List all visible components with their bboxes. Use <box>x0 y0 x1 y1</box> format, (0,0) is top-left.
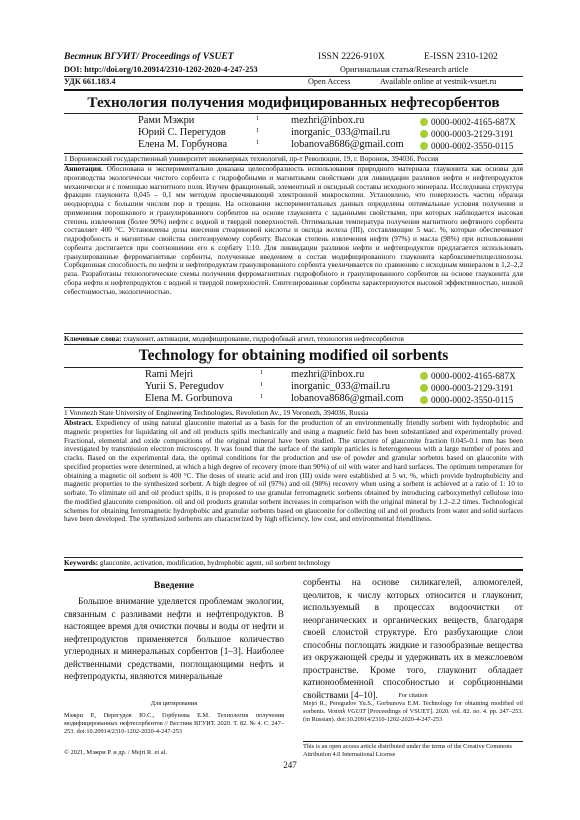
en-title-rule <box>64 367 523 368</box>
author-sup: 1 <box>256 127 260 134</box>
ru-keywords-rule <box>64 344 523 345</box>
ru-affiliation: 1 Воронежский государственный университет инженерных технологий, пр-т Революции, 19, г. Воронеж, 394036, Россия <box>64 154 439 163</box>
author-orcid[interactable]: 0000-0003-2129-3191 <box>420 382 514 394</box>
en-keywords <box>64 558 331 567</box>
orcid-icon <box>420 118 428 126</box>
udk: УДК 661.183.4 <box>64 77 116 86</box>
en-keywords-text: glauconite, activation, modification, hydrophobic agent, oil sorbent technology <box>99 558 331 567</box>
ru-abstract-label: Аннотация. <box>64 164 103 173</box>
en-title: Technology for obtaining modified oil sorbents <box>138 347 449 364</box>
section-heading: Введение <box>153 580 195 591</box>
citation-ru-label: Для цитирования <box>150 700 198 707</box>
author-name: Yurii S. Peregudov <box>145 381 224 392</box>
citation-en-label: For citation <box>398 692 428 699</box>
body-left-column: Большое внимание уделяется проблемам экологии, связанным с разливами нефти и нефтепродуктов. В настоящее время для очистки почвы и воды от нефти и нефтепродуктов применяется большое количество углеродных и минеральных сорбентов [1–3]. Наиболее действенными средствами, поглощающими нефть и нефтепродукты, являются минеральные <box>64 597 284 682</box>
author-sup: 1 <box>260 369 264 376</box>
author-sup: 1 <box>260 393 264 400</box>
ru-abstract-text: Обоснована и экспериментально доказана целесообразность использования природного материала глауконита как основы для производства экологически чистого сорбента с гидрофобными и магнитными свойствами для ликвидации разливов нефти и нефтепродуктов механически и с помощью магнитного поля. Изучен фракционный, элементный и оксидный составы исходного минерала. Исследована структура фракции глауконита 0,045 – 0,1 мм методом просвечивающей электронной микроскопии. Установлено, что поверхность частиц образца неоднородна с большим числом пор и трещин. На основании экспериментальных данных определены оптимальные условия получения и применения порошкового и гранулированного сорбентов на основе глауконита с заданными свойствами, при которых наблюдается высокая степень извлечения (более 90%) нефти с водной и твердой поверхностей. Оптимальная температура получения магнитного нефтяного сорбента составляет 400 °С. Установлены дозы внесения стеариновой кислоты и оксида железа (III), составляющие 5 мас. %, которые обеспечивают гидрофобность и магнитные свойства синтезируемому сорбенту. Высокая степень извлечения нефти (97%) и масла (98%) при использовании сорбента достигается при соотношении его к сорбату 1:10. Для ликвидации разливов нефти и нефтепродуктов предлагается использовать гранулированные ферромагнитные сорбенты, полученные введением в состав модифицированного глауконита карбоксиметилцеллюлозы. Сорбционная способность по нефти и нефтепродуктам гранулированного сорбента увеличивается по сравнению с исходным минералом в 1,2–2,2 раза. Разработаны технологические схемы получения ферромагнитных гидрофобного и гранулированного сорбентов на основе глауконита для сбора нефти и нефтепродуктов с водной и твердой поверхностей. Синтезированные сорбенты характеризуются высокой эффективностью, низкой себестоимостью, экологичностью. <box>64 164 523 296</box>
en-abstract-label: Abstract. <box>64 418 93 427</box>
author-email[interactable]: mezhri@inbox.ru <box>291 115 365 126</box>
author-orcid[interactable]: 0000-0003-2129-3191 <box>420 128 514 140</box>
citation-en <box>303 700 523 723</box>
en-keywords-rule <box>64 569 523 571</box>
ru-title: Технология получения модифицированных нефтесорбентов <box>87 94 500 111</box>
author-email[interactable]: lobanova8686@gmail.com <box>291 393 404 404</box>
en-abstract-text: Expediency of using natural glauconite material as a basis for the production of an environmentally friendly sorbent with hydrophobic and magnetic properties for liquidating oil and oil products spills mechanically and using a magnetic field has been substantiated and experimentally proved. Fractional, elemental and oxide compositions of the original mineral have been studied. The structure of glauconite fraction 0.045-0.1 mm has been investigated by transmission electron microscopy. It was found that the surface of the sample particles is heterogeneous with a large number of pores and cracks. Based on the experimental data, the optimal conditions for the production and use of powder and granular sorbents based on glauconite with specified properties were determined, at which a high degree of recovery (more than 90%) of oil with water and hard surfaces. The optimum temperature for obtaining a magnetic oil sorbent is 400 °C. The doses of stearic acid and iron (III) oxide were established at 5 wt. %, which provide hydrophobicity and magnetic properties to the synthesized sorbent. A high degree of oil (97%) and oil (98%) recovery when using a sorbent is achieved at a ratio of 1: 10 to sorbate. To eliminate oil and oil product spills, it is proposed to use granular ferromagnetic sorbents obtained by introducing carboxymethyl cellulose into the modified glauconite composition. oil and oil products granular sorbent increases in comparison with the original mineral by 1.2–2.2 times. Technological schemes for obtaining ferromagnetic hydrophobic and granular sorbents based on glauconite for collecting oil and oil products from water and solid surfaces have been developed. The synthesized sorbents are characterized by high efficiency, low cost, and environmental friendliness. <box>64 418 523 524</box>
header-rule-bottom <box>64 89 523 91</box>
ru-keywords-text: глауконит, активация, модифицирование, гидрофобный агент, технология нефтесорбентов <box>123 334 404 343</box>
en-affiliation: 1 Voronezh State University of Engineering Technologies, Revolution Av., 19 Voronezh, 394036, Russia <box>64 408 369 417</box>
author-name: Рами Мэжри <box>138 115 195 126</box>
author-name: Elena M. Gorbunova <box>145 393 233 404</box>
orcid-icon <box>420 130 428 138</box>
author-sup: 1 <box>260 381 264 388</box>
journal-name: Вестник ВГУИТ/ Proceedings of VSUET <box>64 51 234 62</box>
citation-en-post: [Proceedings of VSUET]. 2020. vol. 82. no. 4. pp. 247–253. (in Russian). doi:10.20914/2310-1202-2020-4-247-253 <box>303 707 524 723</box>
orcid-icon <box>420 384 428 392</box>
ru-keywords-label: Ключевые слова: <box>64 334 122 343</box>
eissn: E-ISSN 2310-1202 <box>424 51 498 62</box>
citation-en-pre: Mejri R., Peregudov Yu.S., Gorbunova E.M. Technology for obtaining modified oil sorbents. <box>303 700 523 715</box>
author-email[interactable]: mezhri@inbox.ru <box>291 369 365 380</box>
orcid-icon <box>420 372 428 380</box>
article-type: Оригинальная статья/Research article <box>340 65 469 74</box>
author-row <box>138 115 194 127</box>
author-orcid[interactable]: 0000-0002-4165-687X <box>420 116 516 128</box>
author-orcid[interactable]: 0000-0002-3550-0115 <box>420 140 513 152</box>
orcid-icon <box>420 142 428 150</box>
en-keywords-label: Keywords: <box>64 558 99 567</box>
author-email[interactable]: lobanova8686@gmail.com <box>291 139 404 150</box>
ru-title-rule <box>64 113 523 114</box>
issn: ISSN 2226-910X <box>318 51 385 62</box>
author-row <box>138 127 226 139</box>
author-orcid[interactable]: 0000-0002-3550-0115 <box>420 394 513 406</box>
author-orcid[interactable]: 0000-0002-4165-687X <box>420 370 516 382</box>
author-row <box>138 139 227 151</box>
open-access: Open Access <box>308 77 351 86</box>
author-name: Елена М. Горбунова <box>138 139 228 150</box>
author-name: Юрий С. Перегудов <box>138 127 226 138</box>
available-online-link[interactable]: Available online at vestnik-vsuet.ru <box>380 77 497 86</box>
citation-rule <box>303 741 523 742</box>
author-sup: 1 <box>256 139 260 146</box>
license-text[interactable]: This is an open access article distributed under the terms of the Creative Commons Attribution 4.0 International License <box>303 743 512 758</box>
en-abstract <box>64 419 523 524</box>
body-right-column: сорбенты на основе силикагелей, алюмогелей, цеолитов, к числу которых относится и глауконит, используемый в процессах водоочистки от неорганических и органических веществ, благодаря своей слоистой структуре. Его разбухающие слои способны поглощать жидкие и газообразные вещества из окружающей среды и удерживать их в межслоевом пространстве. Кроме того, глауконит обладает катионообменной способностью и сорбционными свойствами [4–10]. <box>303 578 523 701</box>
copyright: © 2021, Мэжри Р. и др. / Mejri R. et al. <box>64 749 167 756</box>
ru-keywords <box>64 334 404 343</box>
author-email[interactable]: inorganic_033@mail.ru <box>291 127 391 138</box>
doi-link[interactable]: DOI: http://doi.org/10.20914/2310-1202-2020-4-247-253 <box>64 65 258 74</box>
author-sup: 1 <box>256 115 260 122</box>
citation-en-journal: Vestnik VGUIT <box>327 707 366 715</box>
citation-ru: Мэжри Р., Перегудов Ю.С., Горбунова Е.М. Технология получения модифицированных нефтесорбентов // Вестник ВГУИТ. 2020. Т. 82. № 4. С. 247–253. doi:10.20914/2310-1202-2020-4-247-253 <box>64 712 284 735</box>
orcid-icon <box>420 396 428 404</box>
ru-abstract <box>64 165 523 296</box>
page-number: 247 <box>283 760 297 770</box>
author-email[interactable]: inorganic_033@mail.ru <box>291 381 391 392</box>
author-name: Rami Mejri <box>145 369 194 380</box>
